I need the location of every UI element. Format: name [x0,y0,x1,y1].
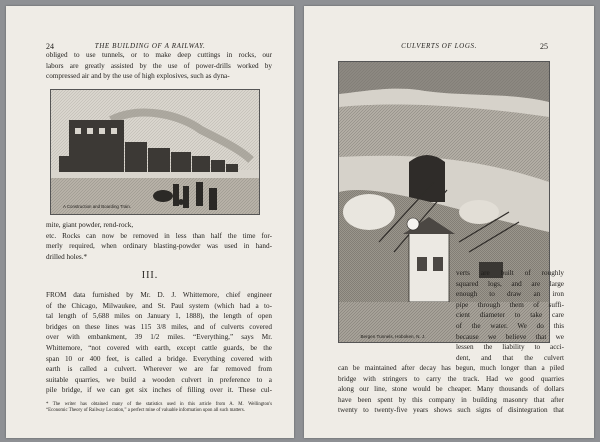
page-number: 24 [46,42,54,51]
text-line: compressed air and by the use of high explosives, such as dyna- [46,72,230,81]
text-block-side [456,268,564,363]
running-head: THE BUILDING OF A RAILWAY. [94,42,206,50]
text-line: drilled holes.* [46,252,88,261]
text-line: dent, and that the culvert [456,353,564,362]
text-line: can be maintained after decay has begun, much longer than a piled [338,364,564,372]
text-line: tal length of 5,688 miles on January 1, 1888), the length of open [46,312,272,321]
text-line: labors are greatly assisted by the use of power-drills worked by [46,61,272,70]
text-line: merly required, when ordinary blasting-powder was used in hand- [46,242,272,251]
text-line: pipe through them of suffi- [456,300,564,309]
text-line: enough to draw an iron [456,290,564,299]
figure-caption: A Construction and Boarding Train. [62,204,132,209]
text-line: span 10 or 400 feet, is called a bridge. Everything covered with [46,354,272,363]
text-line: Whittemore, “not covered with earth, except cattle guards, be the [46,343,272,352]
text-line: suitable quarries, we build a wooden culvert in preference to a [46,375,272,384]
text-line: along our line, stone would be cheaper. Many thousands of dollars [338,385,564,394]
text-line: obliged to use tunnels, or to make deep cuttings in rocks, our [46,51,272,59]
text-line: squared logs, and are large [456,279,564,288]
page-number: 25 [540,42,548,51]
text-block-body [46,290,272,396]
text-block-bottom [338,363,564,416]
text-line: pile bridge, if we can get six inches of filling over it. These cul- [46,386,272,395]
text-line: have been spent by this company in building masonry that after [338,395,564,404]
text-line: because we believe that we [456,332,564,341]
text-block-mid [46,220,272,262]
text-line: FROM data furnished by Mr. D. J. Whittemore, chief engineer [46,291,272,299]
left-page [6,6,294,438]
text-line: of the water. We do this [456,321,564,330]
footnote-line: * The writer has obtained many of the statistics used in this article from A. M. Wellington's [46,402,272,407]
text-block-top [46,50,272,82]
text-line: twenty to twenty-five years shows such signs of disintegration that [338,406,564,415]
footnote-line: “Economic Theory of Railway Location,” a perfect mine of valuable information upon all such matters. [46,408,245,413]
footnote [46,402,272,414]
text-line: over with embankment, 39 1/2 miles. “Everything,” says Mr. [46,333,272,342]
running-head: CULVERTS OF LOGS. [401,42,477,50]
text-line: verts are built of roughly [456,269,564,277]
text-line: cient diameter to take care [456,311,564,320]
text-line: bridges on these lines was 115 3/8 miles, and of culverts covered [46,322,272,331]
text-line: mite, giant powder, rend-rock, [46,221,134,229]
text-line: bridge with stringers to carry the track. Had we good quarries [338,374,564,383]
right-page [304,6,594,438]
engraving-train [51,90,259,214]
construction-train-illustration [50,89,260,215]
figure-caption: Bergen Tunnels, Hoboken, N. J. [360,334,426,339]
text-line: lessen the liability to acci- [456,343,564,352]
text-line: of the Chicago, Milwaukee, and St. Paul system (which had a to- [46,301,272,310]
text-line: earth is called a culvert. Wherever we are far removed from [46,365,272,374]
section-heading: III. [141,270,159,281]
text-line: etc. Rocks can now be removed in less than half the time for- [46,231,272,240]
